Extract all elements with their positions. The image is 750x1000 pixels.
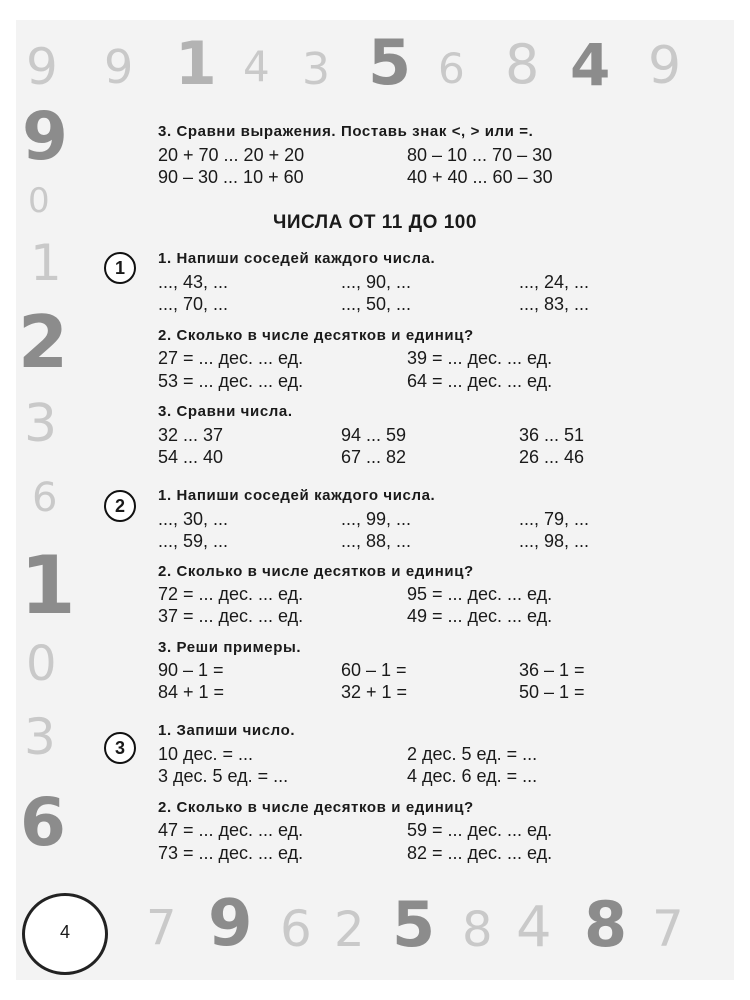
- decor-digit: 3: [24, 394, 58, 454]
- v1-t1-cell: ..., 43, ...: [158, 272, 229, 292]
- decor-digit: 7: [652, 900, 684, 958]
- v1-t1-cell: ..., 70, ...: [158, 294, 229, 314]
- decor-digit: 1: [175, 29, 217, 99]
- decor-digit: 4: [516, 895, 552, 960]
- v3-t2-cell: 73 = ... дес. ... ед.: [158, 843, 304, 863]
- intro-row-2-col-2: 40 + 40 ... 60 – 30: [407, 167, 553, 187]
- v2-t3-cell: 36 – 1 =: [519, 660, 585, 680]
- v2-t1-cell: ..., 59, ...: [158, 531, 229, 551]
- v2-t1-cell: ..., 79, ...: [519, 509, 590, 529]
- page-number-badge: [22, 893, 108, 975]
- v3-t2-cell: 47 = ... дес. ... ед.: [158, 820, 304, 840]
- v1-t3-cell: 67 ... 82: [341, 447, 407, 467]
- v3-t1-cell: 4 дес. 6 ед. = ...: [407, 766, 538, 786]
- v1-t1-cell: ..., 24, ...: [519, 272, 590, 292]
- decor-digit: 2: [18, 300, 69, 384]
- v1-t3-cell: 94 ... 59: [341, 425, 407, 445]
- v3-t1-cell: 10 дес. = ...: [158, 744, 254, 764]
- decor-digit: 1: [30, 234, 62, 292]
- v1-t2-cell: 27 = ... дес. ... ед.: [158, 348, 304, 368]
- variant-3-task-1-title: 1. Запиши число.: [158, 722, 296, 739]
- v3-t2-cell: 82 = ... дес. ... ед.: [407, 843, 553, 863]
- v2-t2-cell: 37 = ... дес. ... ед.: [158, 606, 304, 626]
- decor-digit: 0: [28, 181, 50, 221]
- v2-t1-cell: ..., 30, ...: [158, 509, 229, 529]
- intro-row-1-col-2: 80 – 10 ... 70 – 30: [407, 145, 553, 165]
- variant-2-task-2-title: 2. Сколько в числе десятков и единиц?: [158, 563, 474, 580]
- decor-digit: 4: [243, 42, 270, 91]
- v2-t2-cell: 72 = ... дес. ... ед.: [158, 584, 304, 604]
- decor-digit: 2: [334, 902, 365, 958]
- decor-digit: 9: [208, 887, 253, 961]
- decor-digit: 8: [505, 33, 540, 96]
- v2-t3-cell: 90 – 1 =: [158, 660, 224, 680]
- v2-t1-cell: ..., 98, ...: [519, 531, 590, 551]
- decor-digit: 5: [368, 26, 412, 99]
- v2-t1-cell: ..., 99, ...: [341, 509, 412, 529]
- v2-t3-cell: 32 + 1 =: [341, 682, 408, 702]
- variant-3-task-2-title: 2. Сколько в числе десятков и единиц?: [158, 799, 474, 816]
- decor-digit: 0: [26, 636, 57, 692]
- decor-digit: 4: [570, 31, 611, 99]
- section-title: ЧИСЛА ОТ 11 ДО 100: [273, 212, 477, 233]
- v3-t2-cell: 59 = ... дес. ... ед.: [407, 820, 553, 840]
- intro-row-1-col-1: 20 + 70 ... 20 + 20: [158, 145, 305, 165]
- decor-digit: 3: [24, 708, 56, 766]
- variant-3-badge: 3: [104, 732, 136, 764]
- v2-t3-cell: 84 + 1 =: [158, 682, 225, 702]
- v1-t1-cell: ..., 83, ...: [519, 294, 590, 314]
- v1-t2-cell: 39 = ... дес. ... ед.: [407, 348, 553, 368]
- v1-t2-cell: 64 = ... дес. ... ед.: [407, 371, 553, 391]
- page-number: 4: [59, 922, 70, 942]
- variant-2-task-3-title: 3. Реши примеры.: [158, 639, 302, 656]
- v3-t1-cell: 3 дес. 5 ед. = ...: [158, 766, 289, 786]
- variant-1-task-2-title: 2. Сколько в числе десятков и единиц?: [158, 327, 474, 344]
- intro-task-title: 3. Сравни выражения. Поставь знак <, > или =.: [158, 123, 534, 140]
- v3-t1-cell: 2 дес. 5 ед. = ...: [407, 744, 538, 764]
- v1-t3-cell: 32 ... 37: [158, 425, 224, 445]
- decor-digit: 7: [146, 900, 177, 956]
- variant-1-badge: 1: [104, 252, 136, 284]
- variant-1-task-1-title: 1. Напиши соседей каждого числа.: [158, 250, 436, 267]
- v1-t3-cell: 36 ... 51: [519, 425, 585, 445]
- v2-t3-cell: 50 – 1 =: [519, 682, 585, 702]
- decor-digit: 9: [22, 98, 68, 175]
- intro-row-2-col-1: 90 – 30 ... 10 + 60: [158, 167, 304, 187]
- decor-digit: 9: [104, 40, 134, 94]
- variant-1-task-3-title: 3. Сравни числа.: [158, 403, 293, 420]
- v2-t1-cell: ..., 88, ...: [341, 531, 412, 551]
- decor-digit: 3: [302, 44, 330, 95]
- v2-t2-cell: 95 = ... дес. ... ед.: [407, 584, 553, 604]
- v1-t3-cell: 54 ... 40: [158, 447, 224, 467]
- variant-2-task-1-title: 1. Напиши соседей каждого числа.: [158, 487, 436, 504]
- v1-t1-cell: ..., 90, ...: [341, 272, 412, 292]
- decor-digit: 6: [20, 784, 66, 861]
- decor-digit: 5: [392, 888, 436, 961]
- decor-digit: 6: [32, 475, 58, 521]
- v1-t2-cell: 53 = ... дес. ... ед.: [158, 371, 304, 391]
- decor-digit: 6: [280, 900, 312, 958]
- decor-digit: 8: [584, 888, 628, 961]
- decor-digit: 9: [648, 36, 682, 96]
- decor-digit: 9: [26, 38, 58, 96]
- decor-digit: 6: [438, 44, 465, 93]
- v2-t3-cell: 60 – 1 =: [341, 660, 407, 680]
- decor-digit: 8: [462, 902, 493, 958]
- v1-t1-cell: ..., 50, ...: [341, 294, 412, 314]
- decor-digit: 1: [20, 539, 76, 632]
- v1-t3-cell: 26 ... 46: [519, 447, 585, 467]
- v2-t2-cell: 49 = ... дес. ... ед.: [407, 606, 553, 626]
- variant-2-badge: 2: [104, 490, 136, 522]
